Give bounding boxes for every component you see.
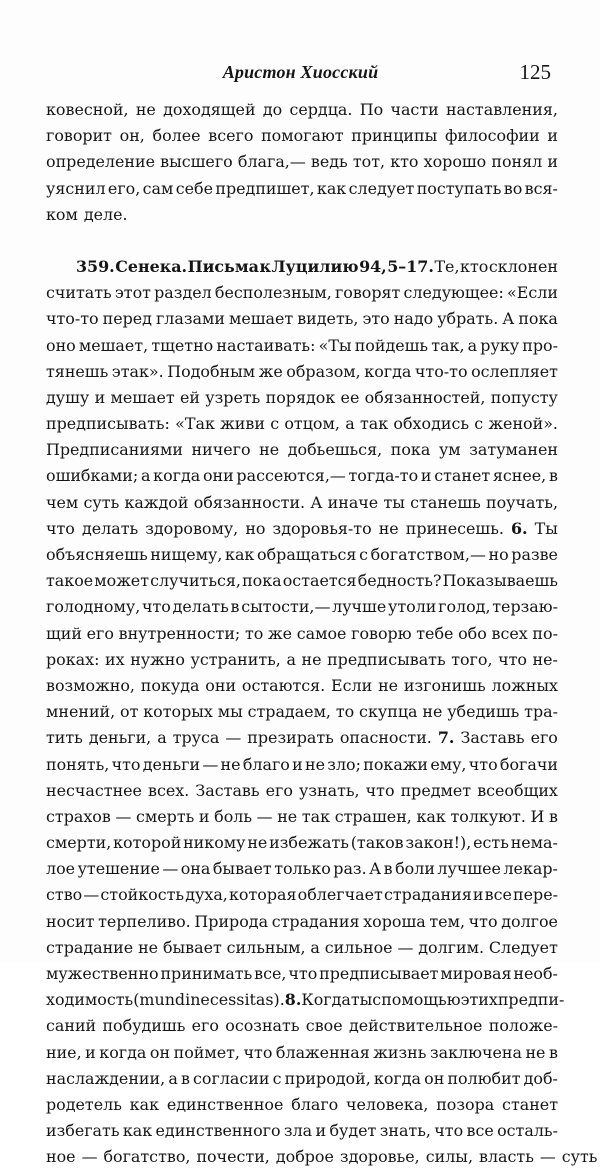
text-line: ком деле. — [46, 204, 128, 224]
text-line: несчастнее всех. Заставь его узнать, что предмет всеобщих — [46, 780, 558, 800]
text-line: наслаждении, а в согласии с природой, когда он полюбит доб- — [46, 1068, 558, 1088]
text-line: роках: их нужно устранить, а не предписывать того, что не- — [46, 649, 558, 669]
text-line: саний побудишь его осознать свое действительное положе- — [46, 1016, 558, 1036]
text-line: мужественно принимать все, что предписывает мировая необ- — [46, 964, 558, 983]
page-number: 125 — [519, 60, 551, 84]
text-line: такое может случиться, пока остается бедность? Показываешь — [46, 571, 558, 591]
text-line: Предписаниями ничего не добьешься, пока ум затуманен — [46, 440, 558, 460]
text-line: предписывать: «Так живи с отцом, а так обходись с женой». — [46, 414, 558, 434]
text-line: объясняешь нищему, как обращаться с богатством,— но разве — [46, 545, 558, 564]
text-line: тить деньги, а труса — презирать опасности. 7. Заставь его — [46, 728, 558, 748]
text-line: лое утешение — она бывает только раз. А в боли лучшее лекар- — [46, 859, 558, 879]
paragraph-gap — [46, 228, 558, 254]
text-line: страхов — смерть и боль — не так страшен, как толкуют. И в — [46, 806, 558, 826]
text-line: мнений, от которых мы страдаем, то скупца не убедишь тра- — [46, 702, 558, 722]
text-line: голодному, что делать в сытости,— лучше утоли голод, терзаю- — [46, 597, 558, 617]
text-line: ошибками; а когда они рассеются,— тогда-то и станет яснее, в — [46, 466, 558, 486]
text-line: ковесной, не доходящей до сердца. По части наставления, — [46, 100, 558, 119]
text-line: ное — богатство, почести, доброе здоровье, силы, власть — суть — [46, 1147, 598, 1167]
text-line: родетель как единственное благо человека, позора станет — [46, 1094, 558, 1114]
text-line: оно мешает, тщетно настаивать: «Ты пойдешь так, а руку про- — [46, 335, 558, 355]
text-line: уяснил его, сам себе предпишет, как следует поступать во вся- — [46, 178, 558, 198]
text-line: 359. Сенека. Письма к Луцилию 94, 5–17. Те, кто склонен — [76, 256, 558, 276]
text-line: ние, и когда он поймет, что блаженная жизнь заключена не в — [46, 1042, 558, 1062]
text-line: смерти, которой никому не избежать (таков закон!), есть немa- — [46, 833, 558, 853]
text-line: избегать как единственного зла и будет знать, что все осталь- — [46, 1121, 558, 1141]
text-line: понять, что деньги — не благо и не зло; покажи ему, что богачи — [46, 754, 558, 774]
text-line: ходимость (mundi necessitas). 8. Когда ты с помощью этих предпи- — [46, 990, 565, 1010]
text-line: тянешь этак». Подобным же образом, когда что-то ослепляет — [46, 361, 558, 381]
text-line: говорит он, более всего помогают принципы философии и — [46, 126, 558, 146]
running-title: Аристон Хиосский — [222, 62, 379, 82]
text-line: чем суть каждой обязанности. А иначе ты станешь поучать, — [46, 492, 558, 512]
text-line: что делать здоровому, но здоровья-то не принесешь. 6. Ты — [46, 518, 558, 538]
text-line: считать этот раздел бесполезным, говорят следующее: «Если — [46, 283, 558, 303]
text-line: щий его внутренности; то же самое говорю тебе обо всех по- — [46, 623, 558, 643]
text-line: ство — стойкость духа, которая облегчает страдания и все пере- — [46, 885, 558, 905]
text-line: страдание не бывает сильным, а сильное — долгим. Следует — [46, 937, 558, 957]
text-line: возможно, покуда они остаются. Если не изгонишь ложных — [46, 675, 558, 695]
text-line: душу и мешает ей узреть порядок ее обязанностей, попусту — [46, 387, 558, 407]
text-line: носит терпеливо. Природа страдания хороша тем, что долгое — [46, 911, 558, 931]
text-line: что-то перед глазами мешает видеть, это надо убрать. А пока — [46, 309, 558, 329]
body-text — [46, 97, 598, 1171]
text-line: определение высшего блага,— ведь тот, кто хорошо понял и — [46, 152, 558, 172]
running-head — [48, 62, 553, 88]
